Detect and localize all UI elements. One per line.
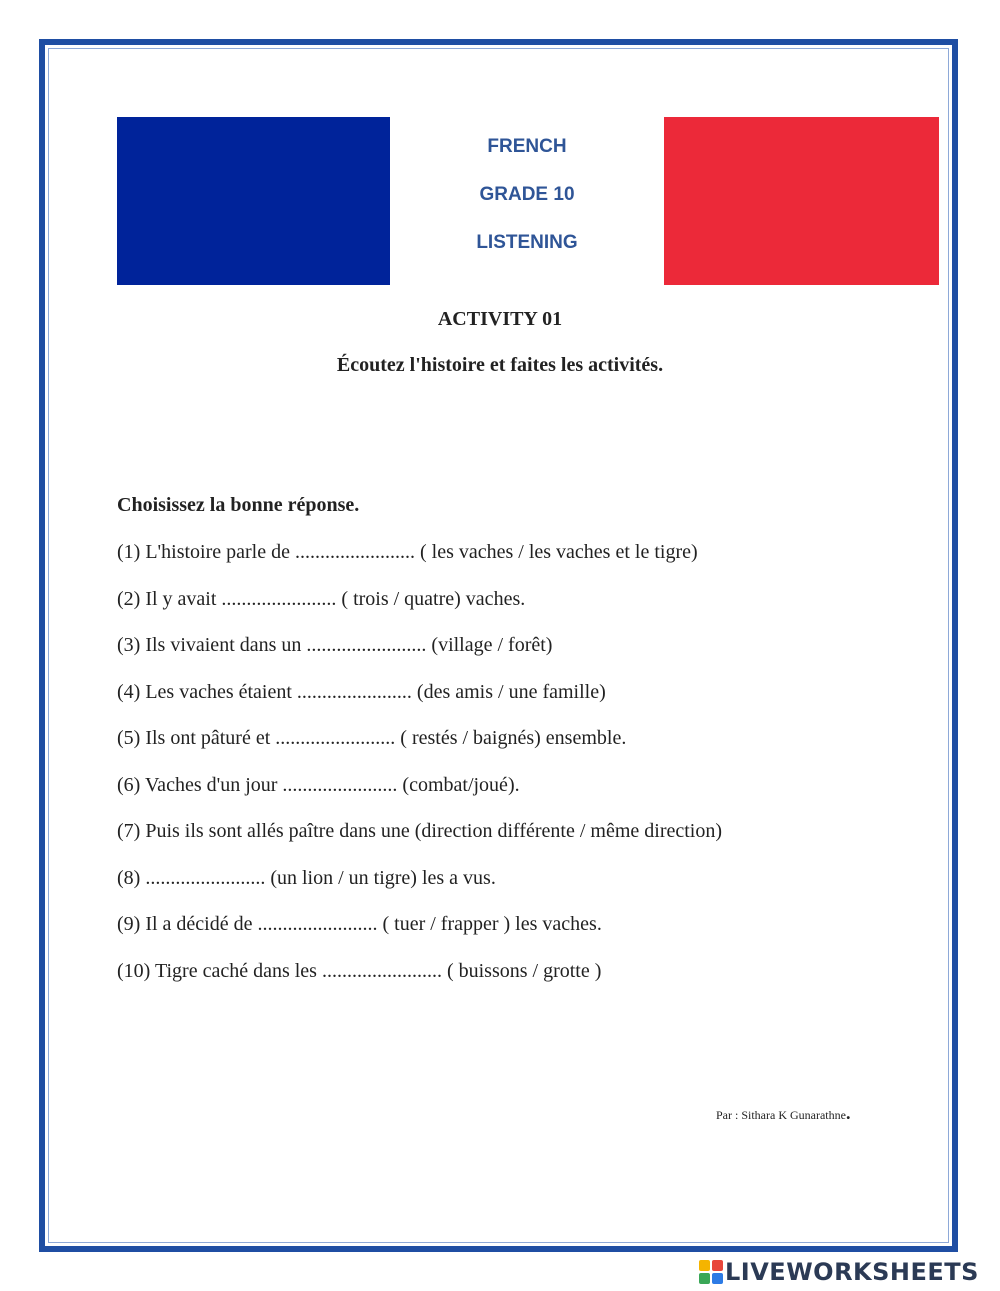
flag-blue-band — [117, 117, 390, 285]
liveworksheets-logo-icon — [699, 1260, 723, 1284]
logo-tile-icon — [712, 1273, 723, 1284]
brand-name: LIVEWORKSHEETS — [725, 1258, 979, 1286]
question-item: (9) Il a décidé de ........................ ( tuer / frapper ) les vaches. — [117, 913, 602, 935]
activity-title: ACTIVITY 01 — [437, 308, 563, 330]
flag-red-band — [664, 117, 939, 285]
question-item: (6) Vaches d'un jour ....................... (combat/joué). — [117, 773, 520, 796]
logo-tile-icon — [699, 1273, 710, 1284]
question-item: (7) Puis ils sont allés paître dans une (direction différente / même direction) — [117, 820, 723, 842]
worksheet-header — [390, 117, 664, 285]
author-credit — [716, 1103, 850, 1124]
logo-tile-icon — [699, 1260, 710, 1271]
question-item: (4) Les vaches étaient ....................... (des amis / une famille) — [117, 680, 606, 703]
question-item: (2) Il y avait ....................... ( trois / quatre) vaches. — [117, 587, 526, 610]
logo-tile-icon — [712, 1260, 723, 1271]
author-text: Par : Sithara K Gunarathne — [716, 1108, 846, 1122]
question-item: (3) Ils vivaient dans un ........................ (village / forêt) — [117, 634, 553, 656]
skill-label: LISTENING — [476, 232, 578, 253]
question-item: (1) L'histoire parle de ........................ ( les vaches / les vaches et le tigre) — [117, 541, 698, 563]
activity-instruction: Écoutez l'histoire et faites les activités. — [336, 354, 664, 376]
question-item: (8) ........................ (un lion / un tigre) les a vus. — [117, 866, 496, 889]
question-item: (10) Tigre caché dans les ........................ ( buissons / grotte ) — [117, 959, 602, 982]
question-item: (5) Ils ont pâturé et ........................ ( restés / baignés) ensemble. — [117, 727, 627, 749]
section-heading: Choisissez la bonne réponse. — [117, 494, 360, 516]
author-period: . — [845, 1103, 851, 1123]
subject-label: FRENCH — [487, 136, 567, 157]
liveworksheets-brand[interactable] — [699, 1256, 979, 1288]
question-list — [117, 538, 937, 1003]
grade-label: GRADE 10 — [479, 184, 575, 205]
